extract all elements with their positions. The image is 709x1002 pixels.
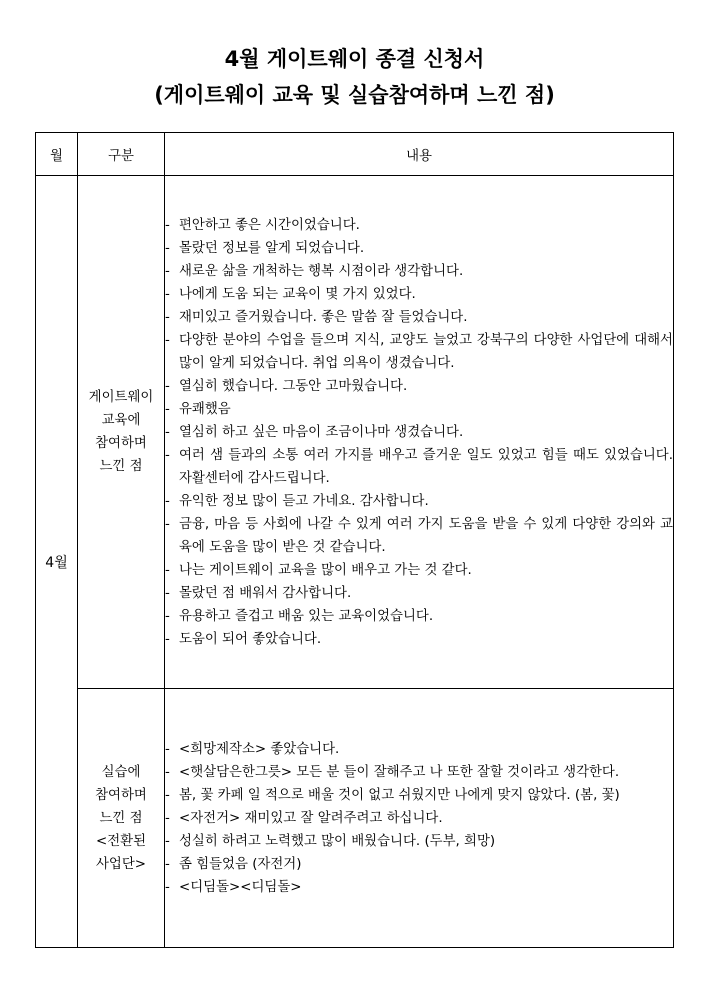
header-month: 월 <box>36 133 78 176</box>
category-line: 느낀 점 <box>99 459 143 474</box>
list-item: - 나는 게이트웨이 교육을 많이 배우고 가는 것 같다. <box>165 559 673 582</box>
list-item: - 봄, 꽃 카페 일 적으로 배울 것이 없고 쉬웠지만 나에게 맞지 않았다. (봄, 꽃) <box>165 784 673 807</box>
list-item: - 다양한 분야의 수업을 들으며 지식, 교양도 늘었고 강북구의 다양한 사업단에 대해서 많이 알게 되었습니다. 취업 의욕이 생겼습니다. <box>165 329 673 375</box>
category-line: 참여하며 <box>95 787 147 803</box>
list-item: - 좀 힘들었음 (자전거) <box>165 853 673 876</box>
list-item: - 열심히 하고 싶은 마음이 조금이나마 생겼습니다. <box>165 421 673 444</box>
document-subtitle: (게이트웨이 교육 및 실습참여하며 느낀 점) <box>154 83 555 107</box>
category-cell-practice <box>78 689 165 948</box>
list-item: - <디딤돌><디딤돌> <box>165 876 673 899</box>
list-item: - 금융, 마음 등 사회에 나갈 수 있게 여러 가지 도움을 받을 수 있게 다양한 강의와 교육에 도움을 많이 받은 것 같습니다. <box>165 513 673 559</box>
list-item: - 새로운 삶을 개척하는 행복 시점이라 생각합니다. <box>165 260 673 283</box>
content-cell-practice <box>165 689 674 948</box>
feedback-table <box>35 132 674 948</box>
document-title: 4월 게이트웨이 종결 신청서 <box>224 47 485 71</box>
header-category: 구분 <box>78 133 165 176</box>
header-row <box>36 133 674 176</box>
header-content: 내용 <box>165 133 674 176</box>
category-line: 게이트웨이 <box>88 390 154 405</box>
list-item: - 유익한 정보 많이 듣고 가네요. 감사합니다. <box>165 490 673 513</box>
list-item: - 유쾌했음 <box>165 398 673 421</box>
list-item: - <햇살담은한그릇> 모든 분 들이 잘해주고 나 또한 잘할 것이라고 생각한다. <box>165 761 673 784</box>
list-item: - 나에게 도움 되는 교육이 몇 가지 있었다. <box>165 283 673 306</box>
list-item: - 몰랐던 점 배워서 감사합니다. <box>165 582 673 605</box>
list-item: - <자전거> 재미있고 잘 알려주려고 하십니다. <box>165 807 673 830</box>
category-line: 사업단> <box>95 856 147 872</box>
category-line: 참여하며 <box>95 436 147 451</box>
category-line: <전환된 <box>95 833 147 849</box>
content-cell-education <box>165 176 674 689</box>
category-line: 교육에 <box>101 413 141 428</box>
list-item: - 여러 샘 들과의 소통 여러 가지를 배우고 즐거운 일도 있었고 힘들 때도 있었습니다. 자활센터에 감사드립니다. <box>165 444 673 490</box>
month-cell: 4월 <box>36 176 78 948</box>
list-item: - 몰랐던 정보를 알게 되었습니다. <box>165 237 673 260</box>
list-item: - 성실히 하려고 노력했고 많이 배웠습니다. (두부, 희망) <box>165 830 673 853</box>
list-item: - 재미있고 즐거웠습니다. 좋은 말씀 잘 들었습니다. <box>165 306 673 329</box>
list-item: - 편안하고 좋은 시간이었습니다. <box>165 214 673 237</box>
list-item: - 도움이 되어 좋았습니다. <box>165 628 673 651</box>
list-item: - 유용하고 즐겁고 배움 있는 교육이었습니다. <box>165 605 673 628</box>
category-line: 느낀 점 <box>99 810 143 826</box>
list-item: - <희망제작소> 좋았습니다. <box>165 738 673 761</box>
table-row <box>36 689 674 948</box>
category-cell-education <box>78 176 165 689</box>
category-line: 실습에 <box>101 764 141 780</box>
list-item: - 열심히 했습니다. 그동안 고마웠습니다. <box>165 375 673 398</box>
table-row <box>36 176 674 689</box>
feedback-list <box>165 738 673 899</box>
feedback-list <box>165 214 673 651</box>
